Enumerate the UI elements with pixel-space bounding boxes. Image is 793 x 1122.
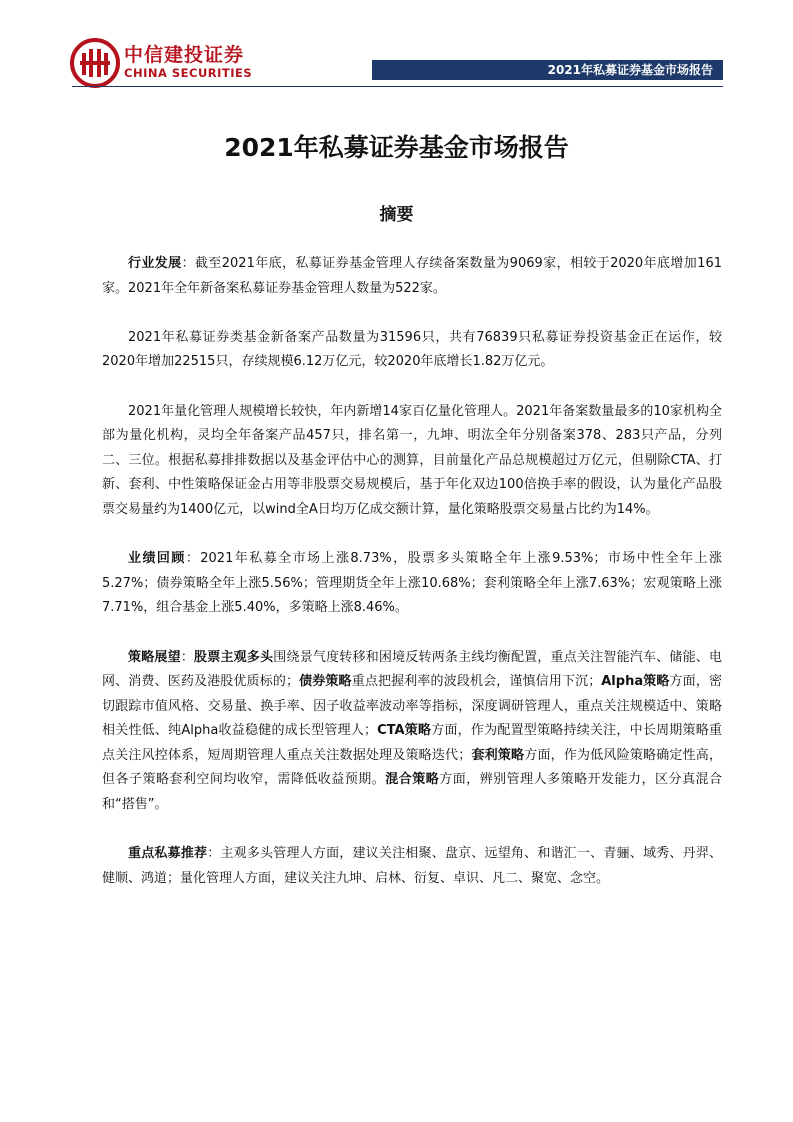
abstract-body <box>102 252 722 916</box>
paragraph-label: 行业发展 <box>128 256 182 271</box>
strategy-text: 围绕景气度转移和困境反转两条主线均衡配置，重点关注智能汽车、储能、电网、消费、医药及港股优质标的； <box>102 649 722 690</box>
paragraph-text: ：截至2021年底，私募证券基金管理人存续备案数量为9069家，相较于2020年底增加161家。2021年全年新备案私募证券基金管理人数量为522家。 <box>102 256 722 296</box>
paragraph-label: 策略展望 <box>128 649 181 665</box>
china-securities-logo-icon <box>70 38 120 88</box>
paragraph-quant-managers <box>102 400 722 523</box>
paragraph-label: 业绩回顾 <box>128 551 186 567</box>
paragraph-text: ：2021年私募全市场上涨8.73%，股票多头策略全年上涨9.53%；市场中性全年上涨5.27%；债券策略全年上涨5.56%；管理期货全年上涨10.68%；套利策略全年上涨7.63%；宏观策略上涨7.71%，组合基金上涨5.40%，多策略上涨8.46%。 <box>102 551 722 616</box>
paragraph-label: 重点私募推荐 <box>128 846 208 862</box>
strategy-label-arbitrage: 套利策略 <box>471 747 525 763</box>
paragraph-recommendations <box>102 842 722 891</box>
abstract-heading: 摘要 <box>379 205 414 225</box>
page-title: 2021年私募证券基金市场报告 <box>224 133 569 162</box>
strategy-label-cta: CTA策略 <box>377 723 432 739</box>
strategy-label-alpha: Alpha策略 <box>601 674 670 690</box>
strategy-label-equity-long: 股票主观多头 <box>194 649 274 665</box>
paragraph-text: 2021年私募证券类基金新备案产品数量为31596只，共有76839只私募证券投资基金正在运作，较2020年增加22515只，存续规模6.12万亿元，较2020年底增长1.82万亿元。 <box>102 329 722 370</box>
paragraph-industry-development <box>102 252 722 301</box>
brand-name-cn: 中信建投证券 <box>124 44 245 66</box>
brand-name-en: CHINA SECURITIES <box>124 66 253 80</box>
paragraph-strategy-outlook <box>102 646 722 818</box>
paragraph-separator: ： <box>180 649 195 665</box>
paragraph-performance-review <box>102 547 722 621</box>
header-divider <box>72 86 723 87</box>
strategy-text: 方面，辨别管理人多策略开发能力，区分真混合和“搭售”。 <box>102 772 722 813</box>
strategy-label-bond: 债券策略 <box>298 674 352 690</box>
strategy-text: 方面，作为配置型策略持续关注，中长周期策略重点关注风控体系，短周期管理人重点关注数据处理及策略迭代； <box>102 723 722 763</box>
strategy-text: 方面，作为低风险策略确定性高，但各子策略套利空间均收窄，需降低收益预期。 <box>102 747 722 788</box>
paragraph-new-products <box>102 326 722 375</box>
paragraph-text: ：主观多头管理人方面，建议关注相聚、盘京、远望角、和谐汇一、青骊、域秀、丹羿、健顺、鸿道；量化管理人方面，建议关注九坤、启林、衍复、卓识、凡二、聚宽、念空。 <box>102 846 722 886</box>
report-name-bar: 2021年私募证券基金市场报告 <box>372 60 723 80</box>
page-header <box>0 0 793 100</box>
strategy-text: 重点把握利率的波段机会，谨慎信用下沉； <box>351 674 602 690</box>
paragraph-text: 2021年量化管理人规模增长较快，年内新增14家百亿量化管理人。2021年备案数量最多的10家机构全部为量化机构，灵均全年备案产品457只，排名第一，九坤、明汯全年分别备案378、283只产品，分列二、三位。根据私募排排数据以及基金评估中心的测算，目前量化产品总规模超过万亿元，但剔除CTA、打新、套利、中性策略保证金占用等非股票交易规模后，基于年化双边100倍换手率的假设，认为量化产品股票交易量约为1400亿元，以wind全A日均万亿成交额计算，量化策略股票交易量占比约为14%。 <box>102 403 722 517</box>
strategy-text: 方面，密切跟踪市值风格、交易量、换手率、因子收益率波动率等指标，深度调研管理人，重点关注规模适中、策略相关性低、纯Alpha收益稳健的成长型管理人； <box>102 674 722 739</box>
strategy-label-hybrid: 混合策略 <box>385 772 440 788</box>
